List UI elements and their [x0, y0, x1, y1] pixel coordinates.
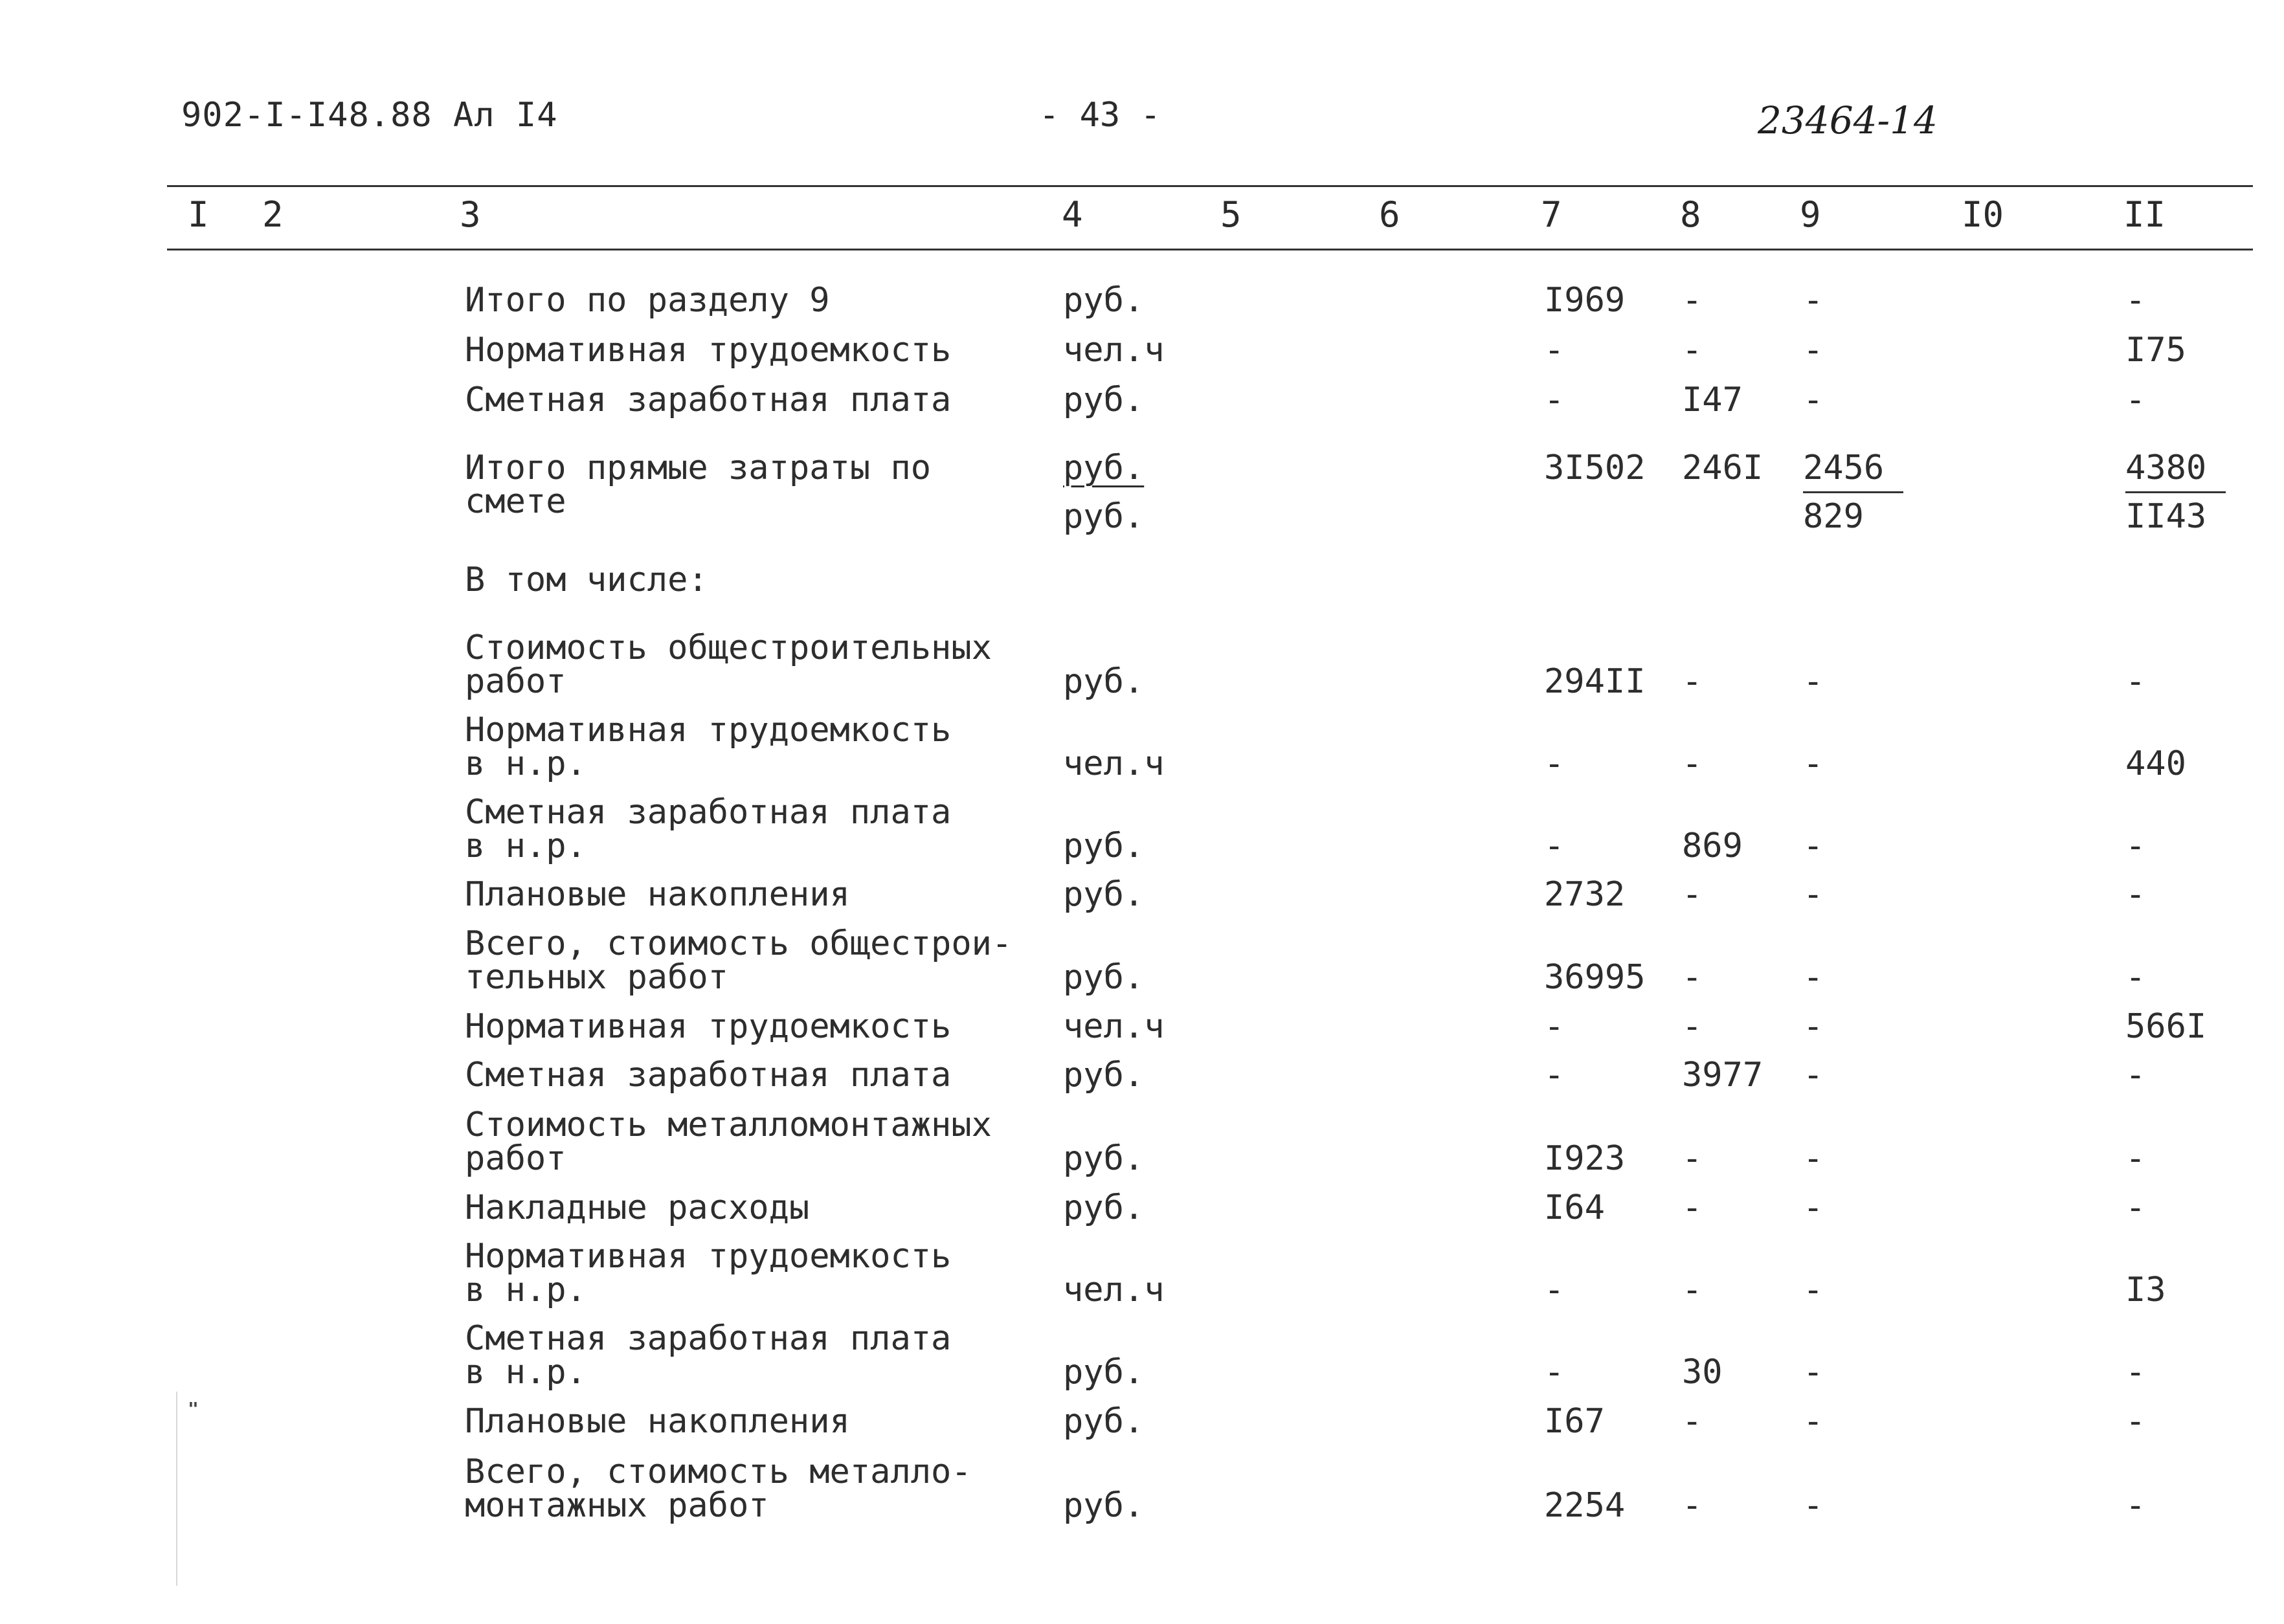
- unit-cell: руб.: [1063, 449, 1145, 487]
- row-description: в н.р.: [465, 1353, 587, 1392]
- col8-cell: -: [1682, 662, 1703, 701]
- col9-cell: -: [1803, 331, 1824, 370]
- row-description: Итого по разделу 9: [465, 281, 830, 320]
- row-description: тельных работ: [465, 958, 728, 997]
- col9-cell: -: [1803, 1007, 1824, 1046]
- col9-cell: -: [1803, 1486, 1824, 1525]
- row-description: Стоимость металломонтажных: [465, 1106, 992, 1144]
- col7-cell: -: [1544, 381, 1565, 419]
- col8-cell: -: [1682, 958, 1703, 997]
- row-description: Нормативная трудоемкость: [465, 711, 952, 750]
- col7-cell: -: [1544, 1353, 1565, 1392]
- col11-cell: -: [2125, 1486, 2146, 1525]
- unit-cell: чел.ч: [1063, 1007, 1165, 1046]
- unit-cell: чел.ч: [1063, 744, 1165, 783]
- column-header: 7: [1541, 194, 1562, 235]
- col7-cell: 36995: [1544, 958, 1646, 997]
- row-description: Сметная заработная плата: [465, 381, 952, 419]
- table-top-rule: [167, 185, 2253, 187]
- col9-cell: -: [1803, 1056, 1824, 1095]
- unit-cell: руб.: [1063, 1402, 1145, 1441]
- col8-cell: -: [1682, 1007, 1703, 1046]
- column-header: I: [188, 194, 209, 235]
- page-number: - 43 -: [1039, 96, 1161, 135]
- col9-cell: -: [1803, 381, 1824, 419]
- row-description: монтажных работ: [465, 1486, 769, 1525]
- col11-cell: II43: [2125, 497, 2207, 536]
- col7-cell: -: [1544, 827, 1565, 865]
- col8-cell: 30: [1682, 1353, 1723, 1392]
- row-description: работ: [465, 662, 566, 701]
- row-description: Всего, стоимость общестрои-: [465, 924, 1013, 963]
- col9-cell: -: [1803, 1353, 1824, 1392]
- col8-cell: -: [1682, 1188, 1703, 1227]
- col11-cell: I75: [2125, 331, 2186, 370]
- col7-cell: -: [1544, 1007, 1565, 1046]
- row-description: Нормативная трудоемкость: [465, 331, 952, 370]
- unit-cell: руб.: [1063, 958, 1145, 997]
- unit-cell: руб.: [1063, 1139, 1145, 1178]
- unit-cell: руб.: [1063, 875, 1145, 914]
- row-description: в н.р.: [465, 827, 587, 865]
- row-description: Всего, стоимость металло-: [465, 1452, 972, 1491]
- col7-cell: I64: [1544, 1188, 1605, 1227]
- col7-cell: I969: [1544, 281, 1626, 320]
- side-mark: ": [188, 1398, 199, 1419]
- col11-cell: I3: [2125, 1271, 2166, 1309]
- col7-cell: -: [1544, 1271, 1565, 1309]
- unit-cell: руб.: [1063, 1188, 1145, 1227]
- col9-cell: -: [1803, 1402, 1824, 1441]
- col11-fraction-line: [2125, 491, 2226, 493]
- col11-cell: -: [2125, 1402, 2146, 1441]
- row-description: Сметная заработная плата: [465, 1056, 952, 1095]
- column-header: 2: [262, 194, 284, 235]
- col8-cell: I47: [1682, 381, 1743, 419]
- col8-cell: -: [1682, 1486, 1703, 1525]
- col8-cell: -: [1682, 1139, 1703, 1178]
- row-description: Нормативная трудоемкость: [465, 1237, 952, 1276]
- row-description: в н.р.: [465, 744, 587, 783]
- col9-cell: -: [1803, 875, 1824, 914]
- col11-cell: -: [2125, 1188, 2146, 1227]
- col7-cell: 2254: [1544, 1486, 1626, 1525]
- col8-cell: 246I: [1682, 449, 1763, 487]
- row-description: Сметная заработная плата: [465, 1319, 952, 1358]
- unit-cell: руб.: [1063, 1486, 1145, 1525]
- col9-cell: -: [1803, 281, 1824, 320]
- unit-cell: руб.: [1063, 827, 1145, 865]
- unit-cell: руб.: [1063, 497, 1145, 536]
- col8-cell: -: [1682, 331, 1703, 370]
- col9-cell: -: [1803, 662, 1824, 701]
- col9-cell: 2456: [1803, 449, 1885, 487]
- col9-cell: -: [1803, 958, 1824, 997]
- col11-cell: -: [2125, 662, 2146, 701]
- unit-cell: руб.: [1063, 1353, 1145, 1392]
- col11-cell: -: [2125, 1056, 2146, 1095]
- column-header: 9: [1800, 194, 1821, 235]
- col7-cell: 294II: [1544, 662, 1646, 701]
- row-description: Стоимость общестроительных: [465, 628, 992, 667]
- column-header: 3: [460, 194, 481, 235]
- row-description: в н.р.: [465, 1271, 587, 1309]
- col7-cell: 3I502: [1544, 449, 1646, 487]
- row-description: В том числе:: [465, 561, 708, 599]
- col11-cell: -: [2125, 875, 2146, 914]
- row-description: Плановые накопления: [465, 1402, 850, 1441]
- handwritten-number: 23464-14: [1758, 98, 1938, 142]
- col9-cell: -: [1803, 1188, 1824, 1227]
- col9-cell: -: [1803, 827, 1824, 865]
- column-header: I0: [1962, 194, 2004, 235]
- column-header: II: [2123, 194, 2166, 235]
- col11-cell: -: [2125, 1139, 2146, 1178]
- row-description: Итого прямые затраты по: [465, 449, 932, 487]
- column-header: 4: [1062, 194, 1083, 235]
- col9-cell: 829: [1803, 497, 1864, 536]
- col9-cell: -: [1803, 1271, 1824, 1309]
- column-header: 5: [1220, 194, 1242, 235]
- unit-cell: руб.: [1063, 1056, 1145, 1095]
- col11-cell: 440: [2125, 744, 2186, 783]
- column-header: 8: [1680, 194, 1701, 235]
- col7-cell: -: [1544, 744, 1565, 783]
- col11-cell: -: [2125, 381, 2146, 419]
- col11-cell: -: [2125, 827, 2146, 865]
- column-header: 6: [1379, 194, 1400, 235]
- col8-cell: -: [1682, 875, 1703, 914]
- col7-cell: 2732: [1544, 875, 1626, 914]
- col8-cell: -: [1682, 1402, 1703, 1441]
- unit-cell: руб.: [1063, 281, 1145, 320]
- col7-cell: -: [1544, 1056, 1565, 1095]
- document-code: 902-I-I48.88 Ал I4: [181, 96, 558, 135]
- row-description: Сметная заработная плата: [465, 793, 952, 832]
- col9-fraction-line: [1803, 491, 1903, 493]
- col9-cell: -: [1803, 1139, 1824, 1178]
- unit-cell: руб.: [1063, 381, 1145, 419]
- col8-cell: 3977: [1682, 1056, 1763, 1095]
- unit-cell: чел.ч: [1063, 331, 1165, 370]
- row-description: Плановые накопления: [465, 875, 850, 914]
- unit-cell: чел.ч: [1063, 1271, 1165, 1309]
- col8-cell: 869: [1682, 827, 1743, 865]
- col7-cell: I923: [1544, 1139, 1626, 1178]
- row-description: смете: [465, 482, 566, 521]
- row-description: Накладные расходы: [465, 1188, 810, 1227]
- col8-cell: -: [1682, 744, 1703, 783]
- col11-cell: -: [2125, 1353, 2146, 1392]
- row-description: работ: [465, 1139, 566, 1178]
- col8-cell: -: [1682, 1271, 1703, 1309]
- margin-line: [176, 1392, 177, 1586]
- row-description: Нормативная трудоемкость: [465, 1007, 952, 1046]
- col11-cell: 4380: [2125, 449, 2207, 487]
- col9-cell: -: [1803, 744, 1824, 783]
- table-header-rule: [167, 249, 2253, 250]
- col7-cell: I67: [1544, 1402, 1605, 1441]
- col7-cell: -: [1544, 331, 1565, 370]
- col8-cell: -: [1682, 281, 1703, 320]
- unit-cell: руб.: [1063, 662, 1145, 701]
- col11-cell: 566I: [2125, 1007, 2207, 1046]
- col11-cell: -: [2125, 281, 2146, 320]
- col11-cell: -: [2125, 958, 2146, 997]
